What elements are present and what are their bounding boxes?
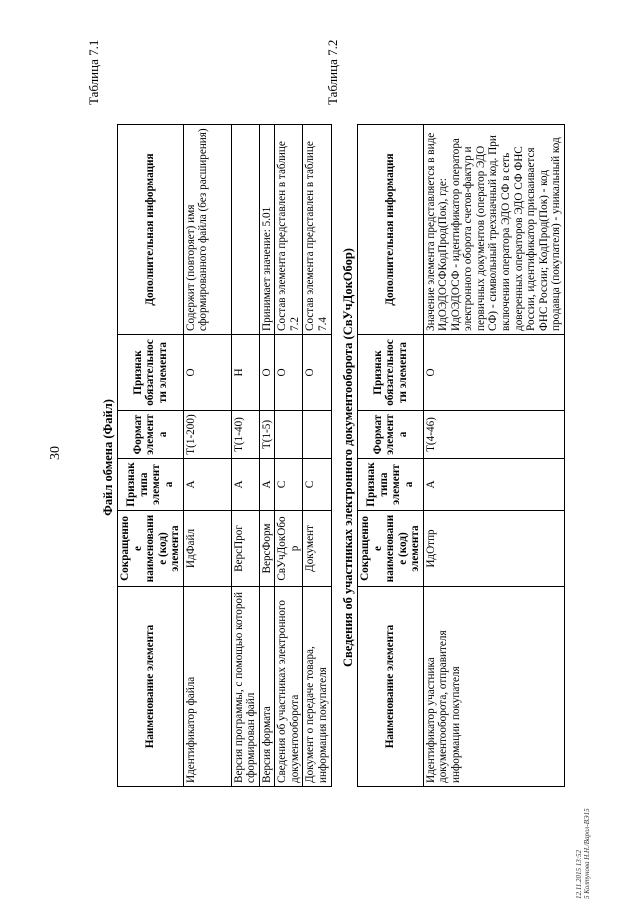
table-cell: Т(1-5) xyxy=(259,411,275,459)
table1-header-row xyxy=(118,125,184,787)
table-cell: А xyxy=(423,459,564,511)
table1-label: Таблица 7.1 xyxy=(86,39,101,105)
table2-header-cell: Признак обязательности элемента xyxy=(358,335,424,411)
table-cell xyxy=(231,125,259,335)
table-cell: О xyxy=(303,335,331,411)
table-cell: С xyxy=(275,459,303,511)
table1-header-cell: Признак обязательности элемента xyxy=(118,335,184,411)
table-cell: СвУчДокОбор xyxy=(275,511,303,587)
table-cell: А xyxy=(183,459,231,511)
table-cell: Версия формата xyxy=(259,587,275,787)
table1-header-cell: Формат элемента xyxy=(118,411,184,459)
table1-header-cell: Признак типа элемента xyxy=(118,459,184,511)
table-row xyxy=(275,125,303,787)
table-cell: О xyxy=(183,335,231,411)
table-cell: О xyxy=(275,335,303,411)
table-cell xyxy=(303,411,331,459)
table2-header-cell: Формат элемента xyxy=(358,411,424,459)
table-cell: А xyxy=(259,459,275,511)
table2-header-cell: Признак типа элемента xyxy=(358,459,424,511)
table2 xyxy=(357,124,565,787)
table-cell: О xyxy=(423,335,564,411)
table-cell: Содержит (повторяет) имя сформированного файла (без расширения) xyxy=(183,125,231,335)
table-cell: ВерсФорм xyxy=(259,511,275,587)
table-cell: А xyxy=(231,459,259,511)
table-cell: Сведения об участниках электронного документооборота xyxy=(275,587,303,787)
table-row xyxy=(183,125,231,787)
page-number: 30 xyxy=(48,446,63,460)
table-row xyxy=(423,125,564,787)
table-cell: Т(1-200) xyxy=(183,411,231,459)
table-cell: С xyxy=(303,459,331,511)
table2-header-cell: Наименование элемента xyxy=(358,587,424,787)
table-cell: Т(1-40) xyxy=(231,411,259,459)
table-cell: Документ xyxy=(303,511,331,587)
table-cell xyxy=(275,411,303,459)
table-cell: Состав элемента представлен в таблице 7.4 xyxy=(303,125,331,335)
table-row xyxy=(231,125,259,787)
document-stamp xyxy=(575,808,592,899)
table2-header-cell: Сокращенное наименование (код) элемента xyxy=(358,511,424,587)
table-cell: Версия программы, с помощью которой сформирован файл xyxy=(231,587,259,787)
stamp-line: 5 Колтунова Н.Н./Варол-ВЭ15 xyxy=(583,808,592,899)
table2-title: Сведения об участниках электронного документооборота (СвУчДокОбор) xyxy=(341,248,355,667)
stamp-line: 12.11.2015 13:52 xyxy=(575,849,583,899)
table-cell: Идентификатор файла xyxy=(183,587,231,787)
table-cell: Т(4-46) xyxy=(423,411,564,459)
table2-header-row xyxy=(358,125,424,787)
table2-header-cell: Дополнительная информация xyxy=(358,125,424,335)
table1-header-cell: Сокращенное наименование (код) элемента xyxy=(118,511,184,587)
table1-header-cell: Наименование элемента xyxy=(118,587,184,787)
table-row xyxy=(303,125,331,787)
table2-label: Таблица 7.2 xyxy=(325,39,340,105)
table-cell: ИдОтпр xyxy=(423,511,564,587)
table-cell: Состав элемента представлен в таблице 7.2 xyxy=(275,125,303,335)
table-cell: О xyxy=(259,335,275,411)
table1 xyxy=(117,124,332,787)
table-cell: Значение элемента представляется в виде ИдОЭДОСФКодПрод(Пок), где: ИдОЭДОСФ - идентификатор оператора электронного оборота счетов-фактур и первичных документов (оператор ЭДО СФ) - символьный трехзначный код. При включении оператора ЭДО СФ в сеть доверенных операторов ЭДО СФ ФНС России, идентификатор присваивается ФНС России; КодПрод(Пок) - код продавца (покупателя) - уникальный код xyxy=(423,125,564,335)
table-row xyxy=(259,125,275,787)
table-cell: Н xyxy=(231,335,259,411)
table-cell: Идентификатор участника документооборота, отправителя информации покупателя xyxy=(423,587,564,787)
table-cell: ВерсПрог xyxy=(231,511,259,587)
table1-header-cell: Дополнительная информация xyxy=(118,125,184,335)
table1-title: Файл обмена (Файл) xyxy=(101,399,115,516)
table-cell: Документ о передаче товара, информация покупателя xyxy=(303,587,331,787)
table-cell: ИдФайл xyxy=(183,511,231,587)
table-cell: Принимает значение: 5.01 xyxy=(259,125,275,335)
